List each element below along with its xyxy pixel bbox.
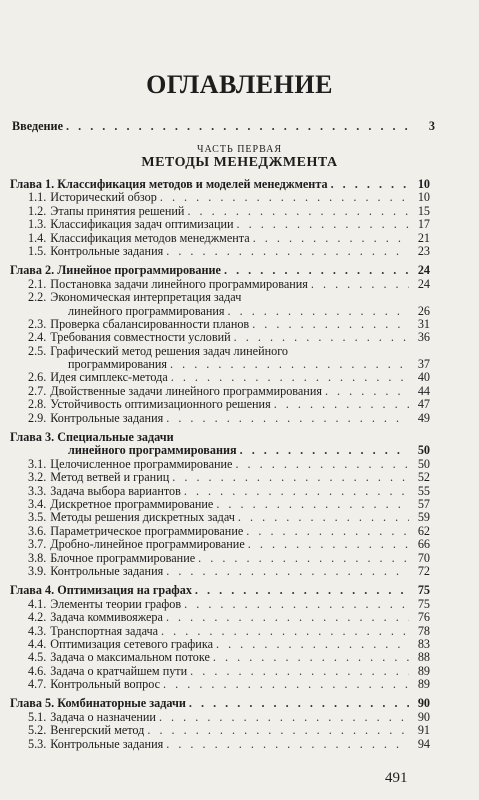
section-title: Требования совместности условий bbox=[50, 330, 231, 345]
toc-chapter-heading[interactable] bbox=[10, 431, 430, 444]
section-title: Постановка задачи линейного программирования bbox=[50, 276, 308, 291]
section-page: 91 bbox=[417, 723, 430, 738]
leader-dots bbox=[311, 278, 409, 291]
leader-dots bbox=[147, 724, 409, 737]
section-number: 2.5. bbox=[28, 343, 47, 358]
section-page: 52 bbox=[417, 470, 430, 485]
section-title: Исторический обзор bbox=[50, 190, 157, 205]
leader-dots bbox=[166, 245, 409, 258]
section-page: 26 bbox=[417, 303, 430, 318]
section-title: Целочисленное программирование bbox=[50, 456, 233, 471]
part-label: ЧАСТЬ ПЕРВАЯ bbox=[196, 144, 283, 155]
section-title-continued: линейного программирования bbox=[68, 303, 225, 318]
toc-section[interactable] bbox=[10, 611, 430, 624]
chapter-page: 24 bbox=[417, 263, 430, 278]
section-page: 55 bbox=[417, 483, 430, 498]
toc-section[interactable] bbox=[10, 724, 430, 737]
section-page: 76 bbox=[417, 610, 430, 625]
leader-dots bbox=[238, 511, 409, 524]
leader-dots bbox=[172, 471, 409, 484]
section-page: 15 bbox=[417, 203, 430, 218]
section-title: Контрольные задания bbox=[50, 410, 164, 425]
chapter-page: 75 bbox=[417, 583, 430, 598]
leader-dots bbox=[170, 358, 409, 371]
section-title: Классификация задач оптимизации bbox=[50, 217, 234, 232]
section-number: 5.2. bbox=[28, 723, 47, 738]
section-page: 88 bbox=[417, 650, 430, 665]
toc-section[interactable] bbox=[10, 331, 430, 344]
toc-section[interactable] bbox=[10, 458, 430, 471]
toc-chapter-heading[interactable] bbox=[10, 584, 430, 597]
toc-section[interactable] bbox=[10, 498, 430, 511]
section-page: 49 bbox=[417, 410, 430, 425]
toc-section[interactable] bbox=[10, 218, 430, 231]
table-of-contents bbox=[10, 178, 430, 757]
chapter-page: 90 bbox=[417, 696, 430, 711]
toc-section[interactable] bbox=[10, 318, 430, 331]
toc-section[interactable] bbox=[10, 471, 430, 484]
section-title: Блочное программирование bbox=[50, 550, 196, 565]
toc-section-continued[interactable] bbox=[10, 358, 430, 371]
section-page: 78 bbox=[417, 623, 430, 638]
leader-dots bbox=[187, 205, 409, 218]
part-title: МЕТОДЫ МЕНЕДЖМЕНТА bbox=[141, 155, 338, 170]
leader-dots bbox=[253, 232, 409, 245]
toc-chapter-heading[interactable] bbox=[10, 264, 430, 277]
page-number: 491 bbox=[385, 770, 408, 786]
toc-chapter-heading[interactable] bbox=[10, 697, 430, 710]
chapter-title: Глава 2. Линейное программирование bbox=[10, 263, 221, 278]
leader-dots bbox=[235, 458, 409, 471]
section-title: Устойчивость оптимизационного решения bbox=[50, 397, 271, 412]
section-number: 2.3. bbox=[28, 316, 47, 331]
leader-dots bbox=[240, 444, 409, 457]
leader-dots bbox=[274, 398, 409, 411]
section-number: 4.3. bbox=[28, 623, 47, 638]
section-number: 2.4. bbox=[28, 330, 47, 345]
section-number: 1.3. bbox=[28, 217, 47, 232]
section-number: 4.7. bbox=[28, 677, 47, 692]
leader-dots bbox=[184, 485, 409, 498]
section-title: Контрольные задания bbox=[50, 736, 164, 751]
toc-chapter bbox=[10, 431, 430, 578]
section-page: 50 bbox=[417, 456, 430, 471]
section-title: Проверка сбалансированности планов bbox=[50, 316, 250, 331]
section-page: 44 bbox=[417, 383, 430, 398]
section-number: 1.5. bbox=[28, 243, 47, 258]
section-page: 72 bbox=[417, 563, 430, 578]
leader-dots bbox=[195, 584, 409, 597]
section-number: 4.1. bbox=[28, 596, 47, 611]
toc-entry-introduction[interactable] bbox=[12, 120, 435, 133]
toc-section[interactable] bbox=[10, 485, 430, 498]
section-page: 21 bbox=[417, 230, 430, 245]
leader-dots bbox=[190, 665, 409, 678]
toc-section[interactable] bbox=[10, 371, 430, 384]
section-title: Элементы теории графов bbox=[50, 596, 182, 611]
toc-section[interactable] bbox=[10, 511, 430, 524]
section-number: 1.2. bbox=[28, 203, 47, 218]
section-page: 47 bbox=[417, 397, 430, 412]
page-title: ОГЛАВЛЕНИЕ bbox=[146, 70, 333, 99]
toc-section[interactable] bbox=[10, 678, 430, 691]
section-title-continued: программирования bbox=[68, 357, 167, 372]
leader-dots bbox=[166, 565, 409, 578]
section-number: 4.5. bbox=[28, 650, 47, 665]
leader-dots bbox=[331, 178, 409, 191]
section-number: 4.4. bbox=[28, 636, 47, 651]
leader-dots bbox=[159, 711, 409, 724]
section-title: Методы решения дискретных задач bbox=[50, 510, 235, 525]
section-number: 2.9. bbox=[28, 410, 47, 425]
leader-dots bbox=[237, 218, 409, 231]
toc-section[interactable] bbox=[10, 412, 430, 425]
section-number: 2.8. bbox=[28, 397, 47, 412]
chapter-page: 50 bbox=[417, 443, 430, 458]
section-title: Задача коммивояжера bbox=[50, 610, 163, 625]
chapter-title-continued: линейного программирования bbox=[68, 443, 237, 458]
leader-dots bbox=[163, 678, 409, 691]
section-number: 1.1. bbox=[28, 190, 47, 205]
chapter-page: 10 bbox=[417, 177, 430, 191]
section-number: 2.6. bbox=[28, 370, 47, 385]
section-title: Венгерский метод bbox=[50, 723, 145, 738]
section-title: Параметрическое программирование bbox=[50, 523, 244, 538]
toc-section[interactable] bbox=[10, 278, 430, 291]
section-number: 3.9. bbox=[28, 563, 47, 578]
section-number: 2.7. bbox=[28, 383, 47, 398]
section-title: Дробно-линейное программирование bbox=[50, 537, 245, 552]
section-page: 57 bbox=[417, 496, 430, 511]
section-page: 36 bbox=[417, 330, 430, 345]
toc-section[interactable] bbox=[10, 205, 430, 218]
leader-dots bbox=[228, 305, 409, 318]
section-number: 3.7. bbox=[28, 537, 47, 552]
section-number: 2.2. bbox=[28, 290, 47, 305]
leader-dots bbox=[198, 552, 409, 565]
leader-dots bbox=[189, 697, 409, 710]
section-title: Транспортная задача bbox=[50, 623, 159, 638]
toc-section-continued[interactable] bbox=[10, 305, 430, 318]
leader-dots bbox=[248, 538, 409, 551]
chapter-title: Глава 1. Классификация методов и моделей менеджмента bbox=[10, 177, 328, 191]
toc-section[interactable] bbox=[10, 665, 430, 678]
section-page: 10 bbox=[417, 190, 430, 205]
toc-section[interactable] bbox=[10, 651, 430, 664]
leader-dots bbox=[166, 611, 409, 624]
leader-dots bbox=[160, 191, 409, 204]
leader-dots bbox=[234, 331, 409, 344]
chapter-title: Глава 3. Специальные задачи bbox=[10, 430, 174, 445]
toc-chapter-heading[interactable] bbox=[10, 178, 430, 191]
toc-chapter bbox=[10, 697, 430, 751]
leader-dots bbox=[166, 738, 409, 751]
toc-section[interactable] bbox=[10, 232, 430, 245]
section-number: 3.1. bbox=[28, 456, 47, 471]
section-page: 89 bbox=[417, 677, 430, 692]
toc-section[interactable] bbox=[10, 525, 430, 538]
section-title: Двойственные задачи линейного программирования bbox=[50, 383, 322, 398]
leader-dots bbox=[213, 651, 409, 664]
toc-chapter-heading-continued[interactable] bbox=[10, 444, 430, 457]
section-title: Контрольные задания bbox=[50, 563, 164, 578]
section-page: 90 bbox=[417, 709, 430, 724]
introduction-page: 3 bbox=[428, 119, 435, 133]
leader-dots bbox=[216, 638, 409, 651]
section-page: 31 bbox=[417, 316, 430, 331]
section-number: 2.1. bbox=[28, 276, 47, 291]
toc-section[interactable] bbox=[10, 625, 430, 638]
toc-section[interactable] bbox=[10, 345, 430, 358]
toc-section[interactable] bbox=[10, 598, 430, 611]
section-number: 3.3. bbox=[28, 483, 47, 498]
section-number: 3.4. bbox=[28, 496, 47, 511]
toc-section[interactable] bbox=[10, 711, 430, 724]
leader-dots bbox=[252, 318, 409, 331]
toc-section[interactable] bbox=[10, 245, 430, 258]
section-title: Задача выбора вариантов bbox=[50, 483, 181, 498]
section-page: 83 bbox=[417, 636, 430, 651]
section-number: 1.4. bbox=[28, 230, 47, 245]
section-title: Идея симплекс-метода bbox=[50, 370, 168, 385]
section-title: Экономическая интерпретация задач bbox=[50, 290, 242, 305]
section-title: Дискретное программирование bbox=[50, 496, 214, 511]
toc-section[interactable] bbox=[10, 638, 430, 651]
leader-dots bbox=[66, 120, 414, 133]
toc-section[interactable] bbox=[10, 538, 430, 551]
section-title: Контрольный вопрос bbox=[50, 677, 161, 692]
section-page: 75 bbox=[417, 596, 430, 611]
section-page: 23 bbox=[417, 243, 430, 258]
section-title: Этапы принятия решений bbox=[50, 203, 185, 218]
section-title: Задача о назначении bbox=[50, 709, 156, 724]
section-number: 3.5. bbox=[28, 510, 47, 525]
section-number: 5.3. bbox=[28, 736, 47, 751]
leader-dots bbox=[161, 625, 409, 638]
toc-section[interactable] bbox=[10, 398, 430, 411]
leader-dots bbox=[216, 498, 409, 511]
section-page: 24 bbox=[417, 276, 430, 291]
section-page: 66 bbox=[417, 537, 430, 552]
section-title: Оптимизация сетевого графика bbox=[50, 636, 213, 651]
section-number: 3.2. bbox=[28, 470, 47, 485]
section-number: 4.6. bbox=[28, 663, 47, 678]
toc-chapter bbox=[10, 264, 430, 425]
leader-dots bbox=[171, 371, 409, 384]
toc-section[interactable] bbox=[10, 291, 430, 304]
section-number: 5.1. bbox=[28, 709, 47, 724]
toc-section[interactable] bbox=[10, 385, 430, 398]
chapter-title: Глава 5. Комбинаторные задачи bbox=[10, 696, 186, 711]
leader-dots bbox=[246, 525, 409, 538]
section-title: Контрольные задания bbox=[50, 243, 164, 258]
toc-chapter bbox=[10, 178, 430, 258]
toc-section[interactable] bbox=[10, 552, 430, 565]
toc-section[interactable] bbox=[10, 191, 430, 204]
section-title: Метод ветвей и границ bbox=[50, 470, 170, 485]
section-page: 70 bbox=[417, 550, 430, 565]
toc-section[interactable] bbox=[10, 565, 430, 578]
section-page: 62 bbox=[417, 523, 430, 538]
section-title: Задача о максимальном потоке bbox=[50, 650, 210, 665]
section-page: 89 bbox=[417, 663, 430, 678]
section-title: Классификация методов менеджмента bbox=[50, 230, 250, 245]
section-page: 94 bbox=[417, 736, 430, 751]
section-title: Задача о кратчайшем пути bbox=[50, 663, 188, 678]
toc-section[interactable] bbox=[10, 738, 430, 751]
section-number: 4.2. bbox=[28, 610, 47, 625]
leader-dots bbox=[325, 385, 409, 398]
section-number: 3.8. bbox=[28, 550, 47, 565]
toc-introduction bbox=[12, 120, 435, 133]
leader-dots bbox=[224, 264, 409, 277]
section-page: 40 bbox=[417, 370, 430, 385]
leader-dots bbox=[166, 412, 409, 425]
section-page: 17 bbox=[417, 217, 430, 232]
section-title: Графический метод решения задач линейного bbox=[50, 343, 289, 358]
introduction-title: Введение bbox=[12, 119, 63, 133]
section-page: 37 bbox=[417, 357, 430, 372]
leader-dots bbox=[184, 598, 409, 611]
section-number: 3.6. bbox=[28, 523, 47, 538]
chapter-title: Глава 4. Оптимизация на графах bbox=[10, 583, 192, 598]
section-page: 59 bbox=[417, 510, 430, 525]
toc-chapter bbox=[10, 584, 430, 691]
